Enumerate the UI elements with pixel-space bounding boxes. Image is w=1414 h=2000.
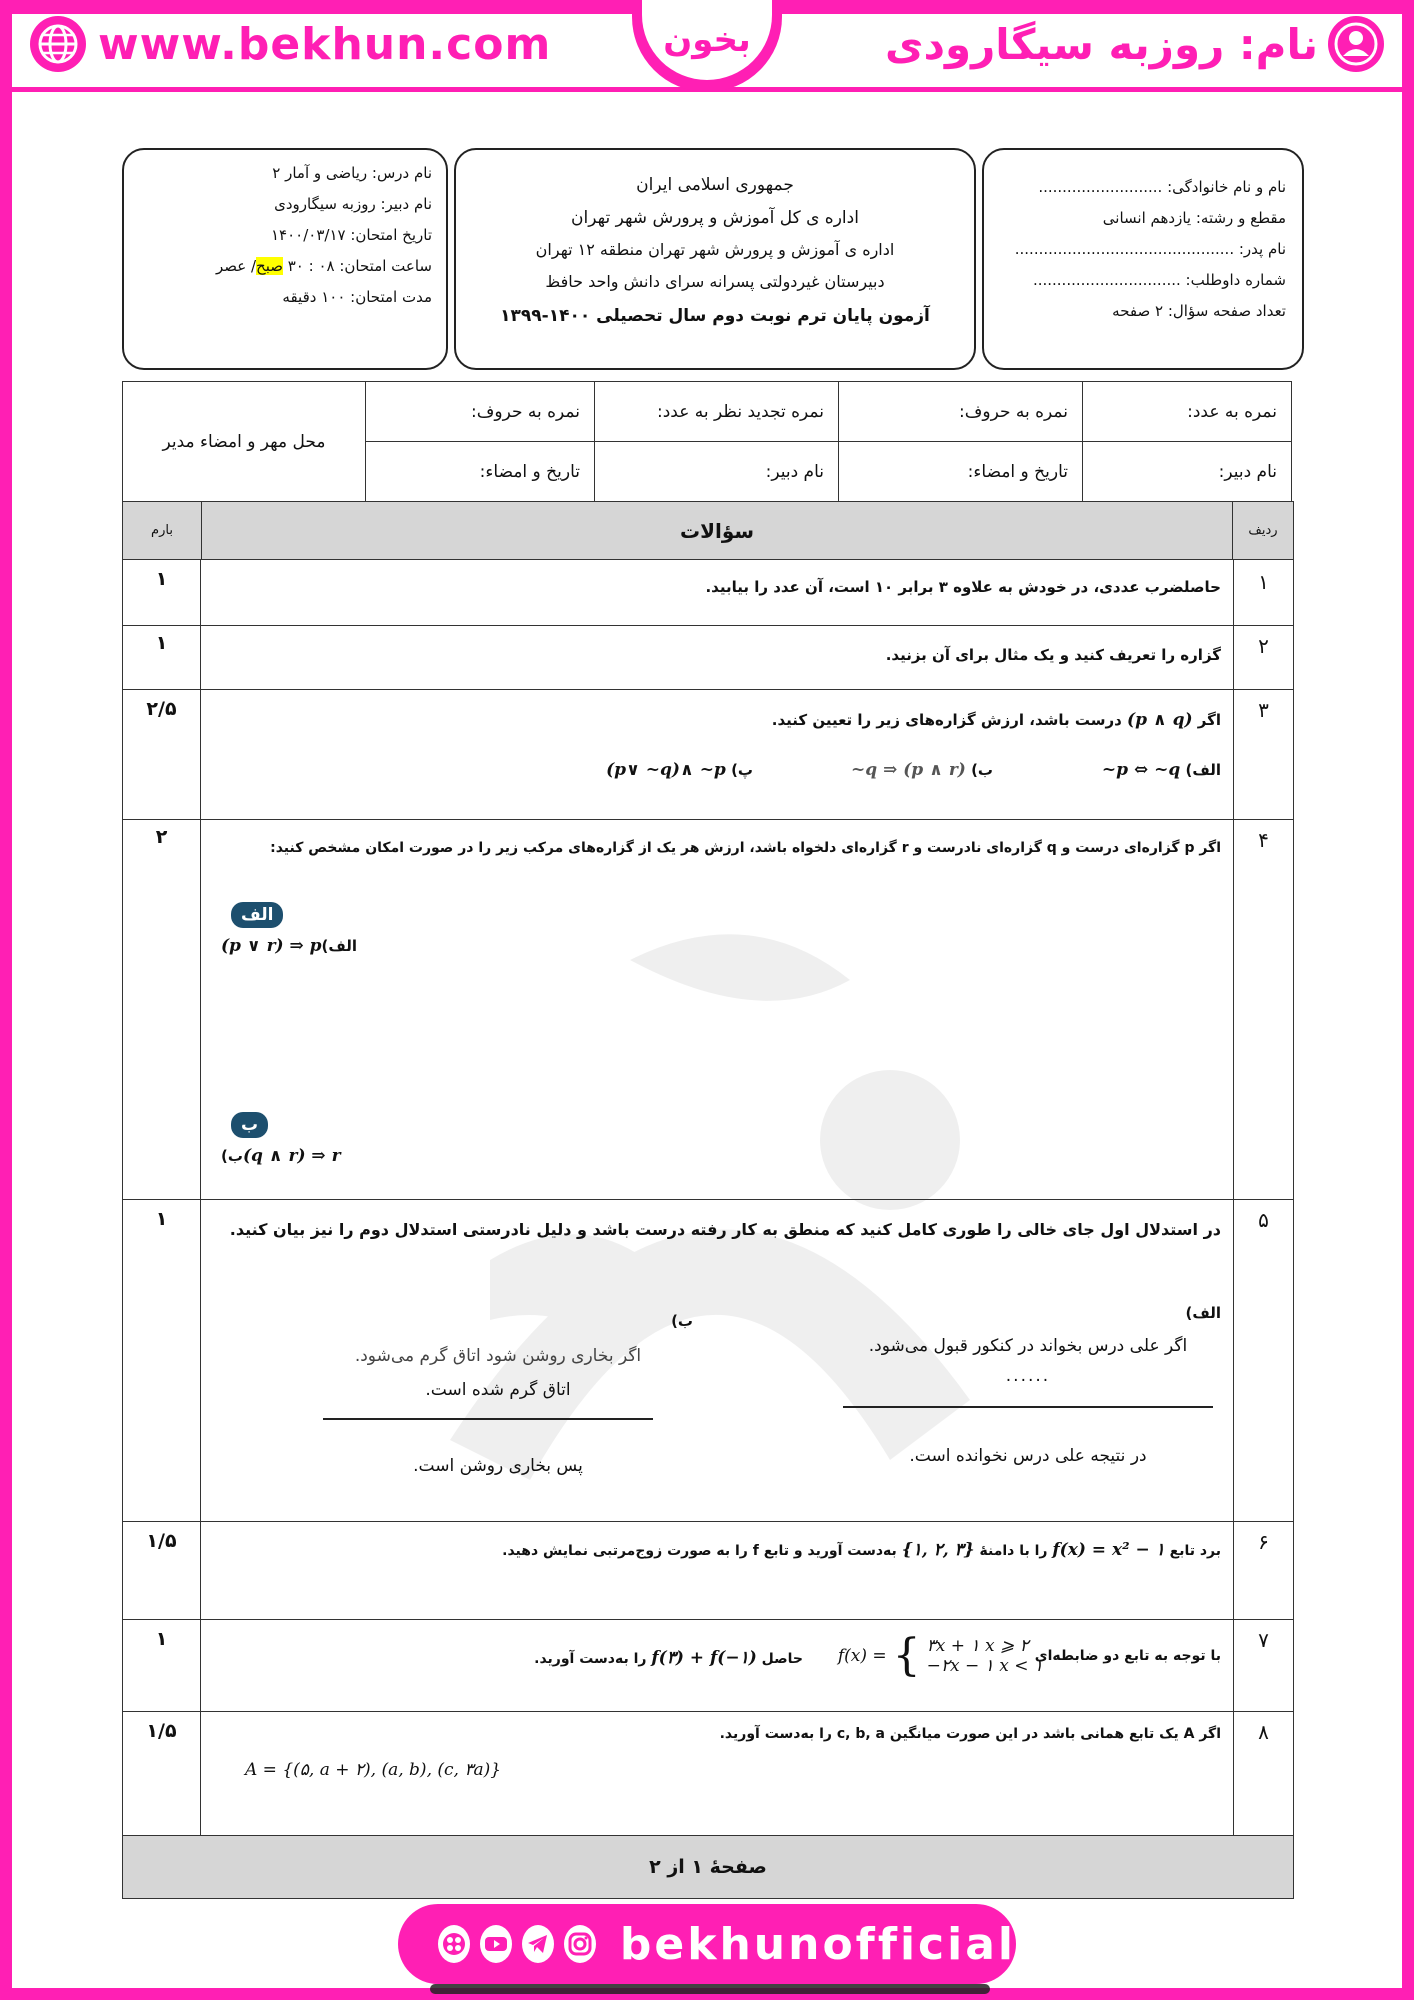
candidate-number-field: شماره داوطلب: ...............................: [1032, 271, 1286, 289]
q3-text: اگر (p ∧ q) درست باشد، ارزش گزاره‌های زیر را تعیین کنید.: [771, 710, 1221, 730]
q5-text: در استدلال اول جای خالی را طوری کامل کنید که منطق به کار رفته درست باشد و دلیل نادرستی استدلال دوم را نیز بیان کنید.: [229, 1220, 1221, 1239]
q5-part-a-label: الف): [1185, 1304, 1221, 1322]
table-header: [123, 502, 1293, 560]
q2-score: ۱: [123, 626, 201, 689]
course-info-box: [122, 148, 448, 370]
q4-part-b-pill: ب: [231, 1112, 268, 1138]
q5-part-b-premise: اگر بخاری روشن شود اتاق گرم می‌شود.: [354, 1346, 642, 1366]
school-info-box: [454, 148, 976, 370]
q5-part-b-label: ب): [671, 1312, 693, 1330]
q5-part-b-observation: اتاق گرم شده است.: [425, 1380, 571, 1400]
aparat-icon[interactable]: [438, 1925, 470, 1963]
bekhun-logo: [642, 0, 772, 80]
col-questions: سؤالات: [679, 519, 755, 543]
district-title: اداره ی آموزش و پرورش شهر تهران منطقه ۱۲ تهران: [535, 240, 895, 259]
q2-number: ۲: [1233, 626, 1293, 689]
date-sign-field: تاریخ و امضاء:: [839, 442, 1083, 502]
page-number: صفحهٔ ۱ از ۲: [123, 1836, 1293, 1898]
q3-score: ۲/۵: [123, 690, 201, 819]
q3-part-b: ب) ~q ⇒ (p ∧ r): [851, 760, 993, 780]
q7-number: ۷: [1233, 1620, 1293, 1711]
col-score: بارم: [123, 502, 202, 559]
student-name-header: [885, 14, 1384, 74]
exam-duration: مدت امتحان: ۱۰۰ دقیقه: [282, 288, 432, 306]
q4-score: ۲: [123, 820, 201, 1199]
social-handle[interactable]: bekhunofficial: [619, 1918, 1016, 1970]
q1-text: حاصلضرب عددی، در خودش به علاوه ۳ برابر ۱۰ است، آن عدد را بیابید.: [705, 578, 1221, 596]
question-2: [123, 626, 1293, 690]
col-row: ردیف: [1232, 502, 1293, 559]
student-info-box: [982, 148, 1304, 370]
globe-icon: [30, 16, 86, 72]
q3-number: ۳: [1233, 690, 1293, 819]
logo-text: بخون: [663, 20, 751, 60]
site-brand[interactable]: [30, 14, 551, 74]
q8-number: ۸: [1233, 1712, 1293, 1835]
q3-part-a: الف) ~p ⇔ ~q: [1101, 760, 1221, 780]
principal-stamp: محل مهر و امضاء مدیر: [123, 382, 366, 502]
q7-question: حاصل f(۳) + f(−۱) را به‌دست آورید.: [534, 1648, 803, 1668]
social-bar[interactable]: [398, 1904, 1016, 1984]
q5-part-b-line: [323, 1418, 653, 1420]
q5-part-b-conclusion: پس بخاری روشن است.: [413, 1456, 583, 1476]
score-number: نمره به عدد:: [1083, 382, 1292, 442]
father-name-field: نام پدر: ..............................................: [1014, 240, 1286, 258]
question-4: [123, 820, 1293, 1200]
review-words: نمره به حروف:: [366, 382, 595, 442]
q4-part-b: (ب(q ∧ r) ⇒ r: [221, 1146, 341, 1166]
social-bar-shadow: [430, 1984, 990, 1994]
q8-text: اگر A یک تابع همانی باشد در این صورت میانگین c, b, a را به‌دست آورید.: [719, 1726, 1221, 1742]
student-fullname-field: نام و نام خانوادگی: ..........................: [1038, 178, 1286, 196]
question-1: [123, 560, 1293, 626]
question-5: [123, 1200, 1293, 1522]
teacher-name: نام دبیر: روزبه سیگارودی: [274, 195, 432, 213]
dept-title: اداره ی کل آموزش و پرورش شهر تهران: [571, 208, 859, 228]
q5-part-a-line: [843, 1406, 1213, 1408]
q1-score: ۱: [123, 560, 201, 625]
school-title: دبیرستان غیردولتی پسرانه سرای دانش واحد حافظ: [545, 272, 885, 291]
exam-time: ساعت امتحان: ۰۸ : ۳۰ صبح/ عصر: [215, 257, 432, 275]
question-3: [123, 690, 1293, 820]
q6-score: ۱/۵: [123, 1522, 201, 1619]
q4-text: اگر p گزاره‌ای درست و q گزاره‌ای نادرست و r گزاره‌ای دلخواه باشد، ارزش هر یک از گزاره‌های مرکب زیر را در صورت امکان مشخص کنید:: [270, 840, 1221, 856]
country-title: جمهوری اسلامی ایران: [636, 175, 794, 195]
q6-text: برد تابع f(x) = x² − ۱ را با دامنهٔ {۱, ۲, ۳} به‌دست آورید و تابع f را به صورت زوج‌مرتبی نمایش دهید.: [502, 1540, 1221, 1560]
grade-table: [122, 381, 1292, 502]
q5-number: ۵: [1233, 1200, 1293, 1521]
q4-part-a: (p ∨ r) ⇒ p(الف: [221, 936, 358, 956]
youtube-icon[interactable]: [480, 1925, 512, 1963]
review-number: نمره تجدید نظر به عدد:: [595, 382, 839, 442]
grade-major: مقطع و رشته: یازدهم انسانی: [1102, 209, 1286, 227]
q5-part-a-blank: ......: [1005, 1366, 1051, 1386]
telegram-icon[interactable]: [522, 1925, 554, 1963]
q6-number: ۶: [1233, 1522, 1293, 1619]
q4-part-a-pill: الف: [231, 902, 283, 928]
q5-part-a-premise: اگر علی درس بخواند در کنکور قبول می‌شود.: [868, 1336, 1188, 1356]
q1-number: ۱: [1233, 560, 1293, 625]
teacher-field-2: نام دبیر:: [595, 442, 839, 502]
q8-math: A = {(۵, a + ۲), (a, b), (c, ۳a)}: [245, 1760, 502, 1780]
user-icon: [1328, 16, 1384, 72]
question-7: [123, 1620, 1293, 1712]
score-words: نمره به حروف:: [839, 382, 1083, 442]
date-sign-field-2: تاریخ و امضاء:: [366, 442, 595, 502]
site-url[interactable]: www.bekhun.com: [98, 18, 552, 70]
exam-date: تاریخ امتحان: ۱۴۰۰/۰۳/۱۷: [271, 226, 432, 244]
q3-part-c: پ) (p∨ ~q)∧ ~p: [606, 760, 753, 780]
q2-text: گزاره را تعریف کنید و یک مثال برای آن بزنید.: [885, 646, 1221, 664]
course-name: نام درس: ریاضی و آمار ۲: [272, 164, 432, 182]
q7-text: با توجه به تابع دو ضابطه‌ای: [1034, 1648, 1221, 1664]
instagram-icon[interactable]: [564, 1925, 596, 1963]
question-6: [123, 1522, 1293, 1620]
exam-title: آزمون پایان ترم نوبت دوم سال تحصیلی ۱۴۰۰-۱۳۹۹: [500, 306, 930, 326]
question-8: [123, 1712, 1293, 1836]
student-name: نام: روزبه سیگارودی: [884, 19, 1318, 69]
questions-table: [122, 501, 1294, 1899]
teacher-field: نام دبیر:: [1083, 442, 1292, 502]
q7-score: ۱: [123, 1620, 201, 1711]
q5-part-a-conclusion: در نتیجه علی درس نخوانده است.: [909, 1446, 1147, 1466]
page-count: تعداد صفحه سؤال: ۲ صفحه: [1112, 302, 1286, 320]
q4-number: ۴: [1233, 820, 1293, 1199]
q7-piecewise: f(x) = { ۳x + ۱ x ⩾ ۲ −۲x − ۱ x < ۱: [837, 1630, 1043, 1681]
q8-score: ۱/۵: [123, 1712, 201, 1835]
q5-score: ۱: [123, 1200, 201, 1521]
